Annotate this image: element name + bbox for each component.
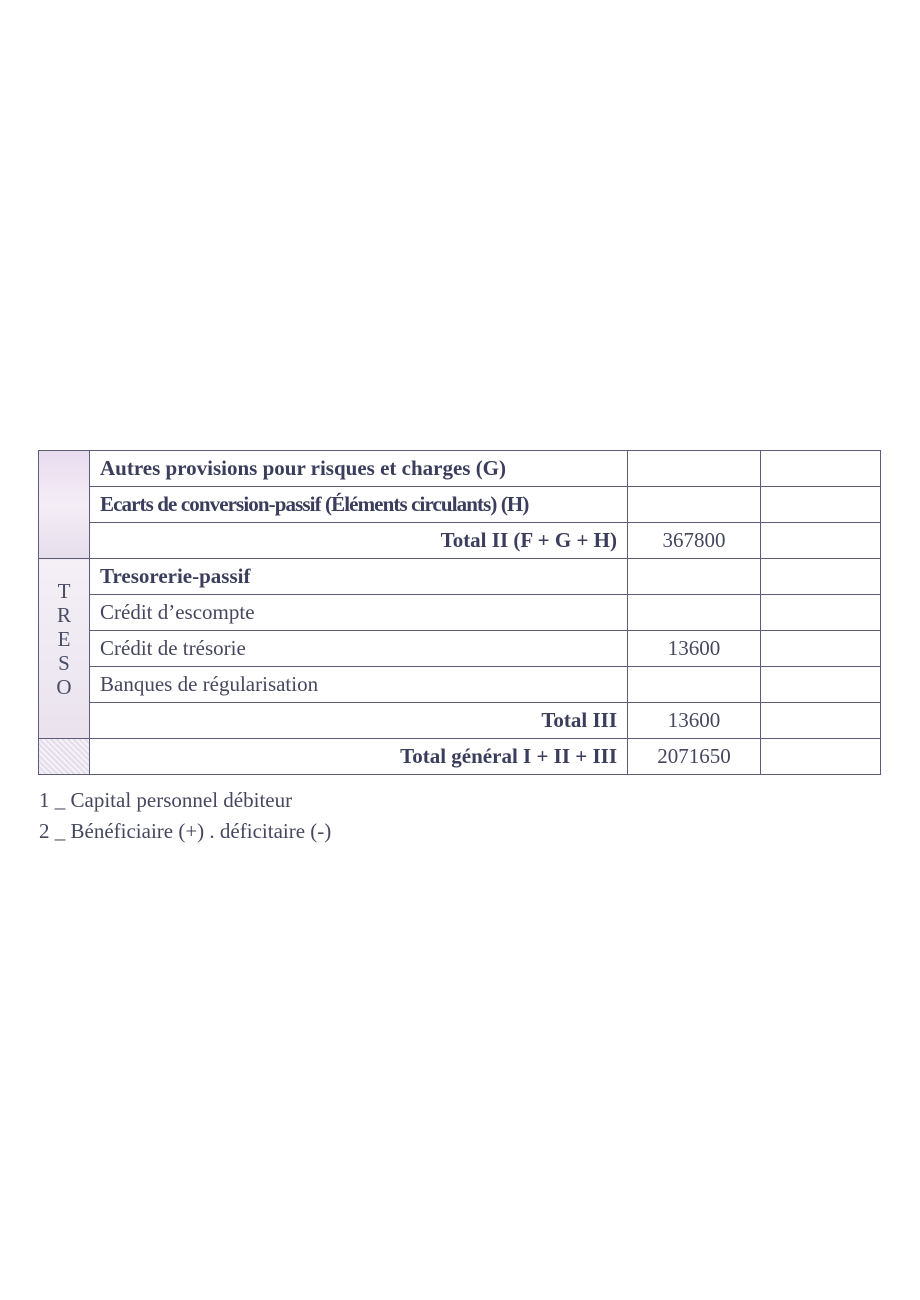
table-row [39, 451, 881, 487]
table-row [39, 703, 881, 739]
row-extra [761, 667, 881, 703]
row-extra [761, 523, 881, 559]
table-row [39, 631, 881, 667]
grand-total-label: Total général I + II + III [90, 739, 628, 775]
grand-total-side-cell [39, 739, 90, 775]
passif-table-section [38, 450, 880, 847]
passif-table [38, 450, 881, 775]
side-letter: O [56, 675, 72, 699]
treso-side-label [39, 559, 90, 739]
row-value [628, 451, 761, 487]
row-value [628, 559, 761, 595]
row-label: Ecarts de conversion-passif (Éléments circulants) (H) [90, 487, 628, 523]
row-value [628, 595, 761, 631]
total-label: Total II (F + G + H) [90, 523, 628, 559]
row-label: Crédit de trésorie [90, 631, 628, 667]
footnote: 2 _ Bénéficiaire (+) . déficitaire (-) [39, 819, 332, 843]
side-letter: T [57, 579, 71, 603]
total-value: 13600 [628, 703, 761, 739]
row-value [628, 667, 761, 703]
table-row [39, 487, 881, 523]
section-heading: Tresorerie-passif [90, 559, 628, 595]
side-letter: R [56, 603, 71, 627]
total-label: Total III [90, 703, 628, 739]
row-extra [761, 739, 881, 775]
table-row [39, 739, 881, 775]
row-label: Banques de régularisation [90, 667, 628, 703]
section-side-cell [39, 451, 90, 559]
row-extra [761, 559, 881, 595]
total-value: 367800 [628, 523, 761, 559]
side-letter: S [58, 651, 70, 675]
grand-total-value: 2071650 [628, 739, 761, 775]
side-letter: E [57, 627, 71, 651]
footnote: 1 _ Capital personnel débiteur [39, 788, 293, 812]
row-value: 13600 [628, 631, 761, 667]
footnotes [38, 785, 880, 847]
row-extra [761, 631, 881, 667]
row-label: Crédit d’escompte [90, 595, 628, 631]
table-row [39, 667, 881, 703]
table-row [39, 595, 881, 631]
row-label: Autres provisions pour risques et charges (G) [90, 451, 628, 487]
row-extra [761, 703, 881, 739]
row-extra [761, 487, 881, 523]
table-row [39, 559, 881, 595]
row-extra [761, 451, 881, 487]
table-row [39, 523, 881, 559]
row-value [628, 487, 761, 523]
row-extra [761, 595, 881, 631]
